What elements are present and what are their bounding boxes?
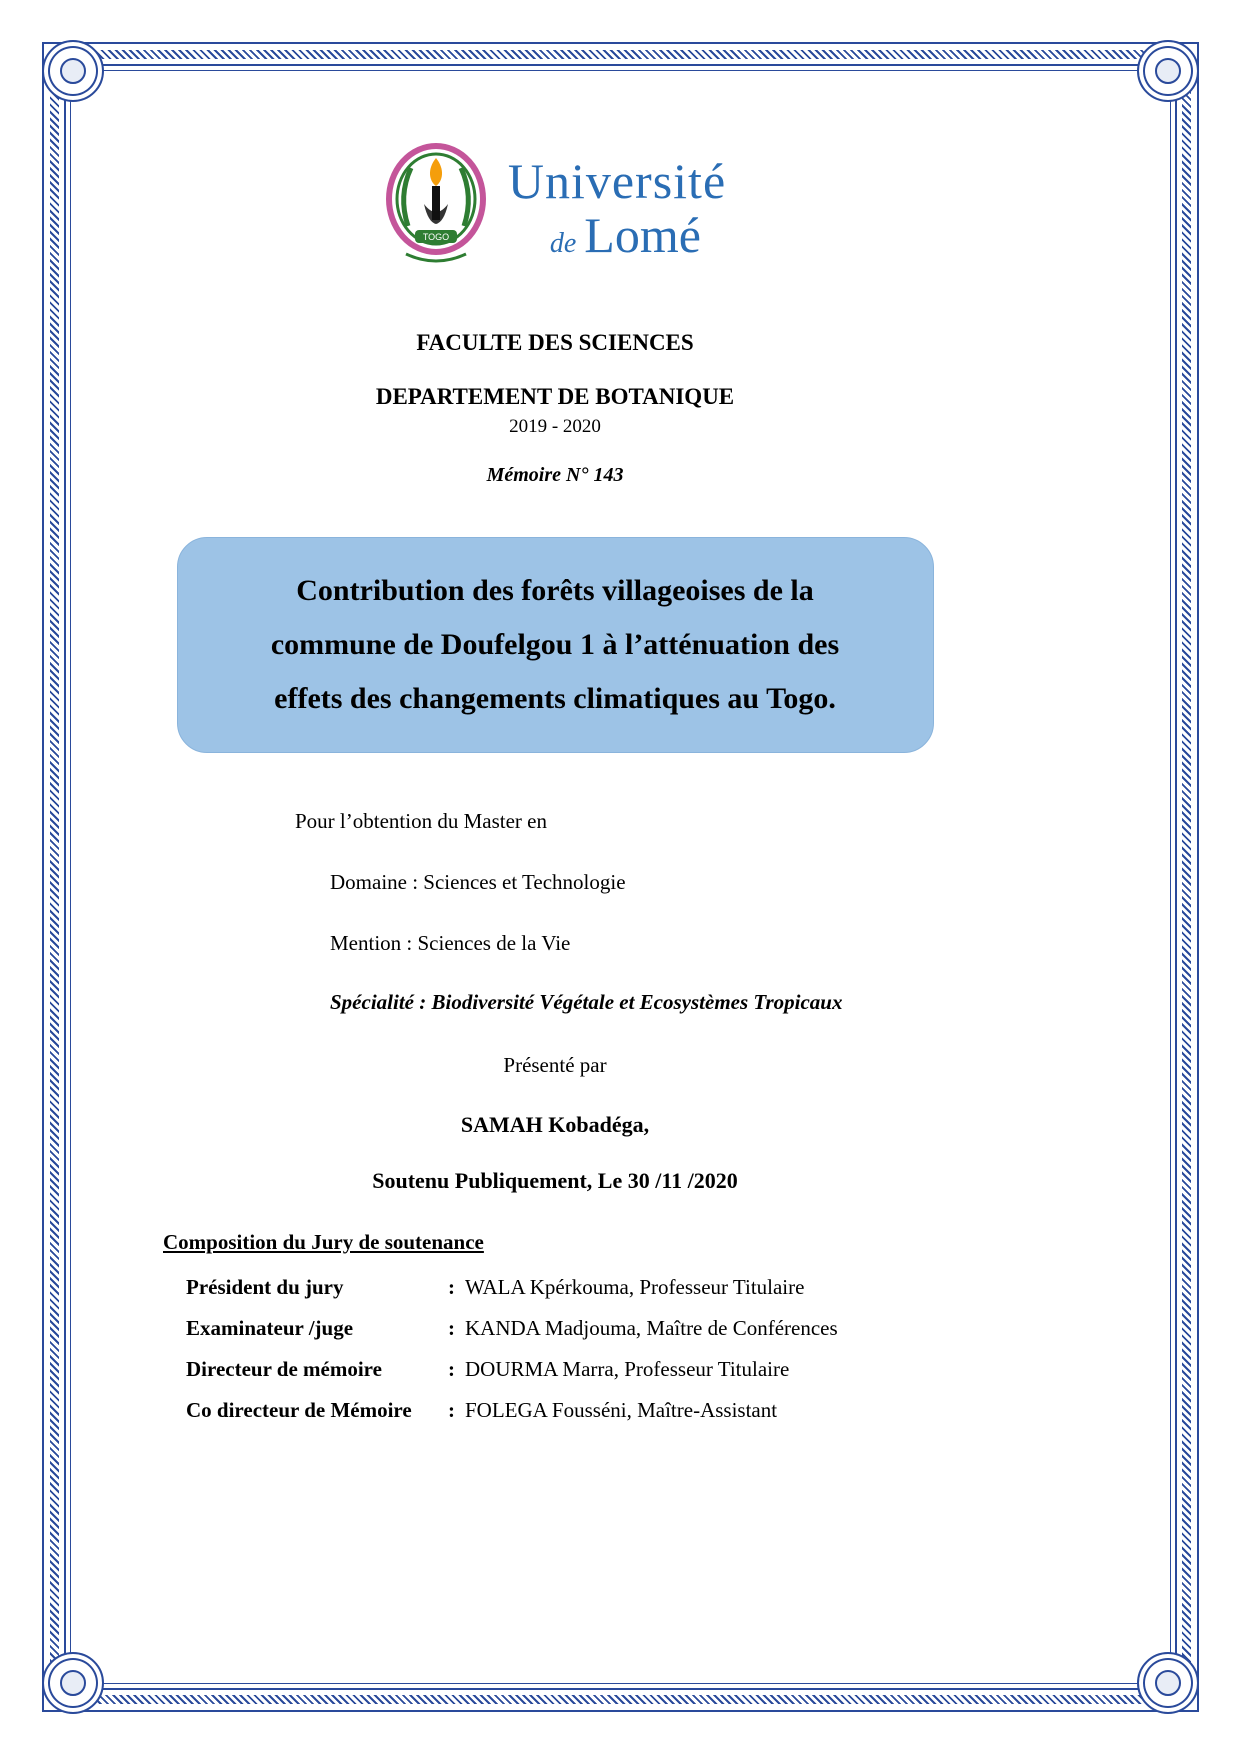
jury-row xyxy=(186,1308,1030,1349)
defense-date: Soutenu Publiquement, Le 30 /11 /2020 xyxy=(372,1168,738,1193)
jury-person: FOLEGA Fousséni, Maître-Assistant xyxy=(465,1398,778,1422)
jury-person: DOURMA Marra, Professeur Titulaire xyxy=(465,1357,790,1381)
jury-colon: : xyxy=(448,1316,455,1340)
thesis-title-line-1: Contribution des forêts villageoises de la xyxy=(296,574,814,607)
togo-banner-label: TOGO xyxy=(422,232,450,242)
motto-ribbon xyxy=(406,254,466,261)
degree-mention: Mention : Sciences de la Vie xyxy=(330,931,571,955)
degree-intro: Pour l’obtention du Master en xyxy=(295,809,547,833)
logo-de-lome-text xyxy=(508,207,726,263)
jury-person: KANDA Madjouma, Maître de Conférences xyxy=(465,1316,838,1340)
jury-colon: : xyxy=(448,1398,455,1422)
university-logo-emblem xyxy=(384,142,488,274)
degree-domaine: Domaine : Sciences et Technologie xyxy=(330,870,626,894)
jury-table xyxy=(186,1267,1030,1431)
cover-content xyxy=(80,80,1030,1431)
logo-de-text: de xyxy=(549,228,577,259)
thesis-title-line-3: effets des changements climatiques au Togo. xyxy=(274,682,836,715)
jury-role: Président du jury xyxy=(186,1275,344,1299)
jury-person: WALA Kpérkouma, Professeur Titulaire xyxy=(465,1275,805,1299)
jury-role: Examinateur /juge xyxy=(186,1316,354,1340)
university-logo-text xyxy=(507,153,727,263)
department-name: DEPARTEMENT DE BOTANIQUE xyxy=(375,384,735,409)
memoir-number: Mémoire N° 143 xyxy=(486,464,624,486)
corner-ornament-bottom-left xyxy=(42,1652,104,1714)
jury-row xyxy=(186,1390,1030,1431)
author-name: SAMAH Kobadéga, xyxy=(460,1112,650,1137)
academic-year: 2019 - 2020 xyxy=(509,416,601,437)
thesis-title-line-2: commune de Doufelgou 1 à l’atténuation des xyxy=(270,628,840,661)
faculty-name: FACULTE DES SCIENCES xyxy=(416,330,694,355)
degree-specialite: Spécialité : Biodiversité Végétale et Ecosystèmes Tropicaux xyxy=(330,990,843,1014)
logo-universite-text: Université xyxy=(507,153,727,209)
thesis-title-box xyxy=(177,537,934,753)
jury-row xyxy=(186,1267,1030,1308)
corner-ornament-top-left xyxy=(42,40,104,102)
jury-heading: Composition du Jury de soutenance xyxy=(163,1230,484,1254)
university-logo xyxy=(80,142,1030,274)
jury-row xyxy=(186,1349,1030,1390)
presented-by-label: Présenté par xyxy=(503,1053,607,1077)
logo-lome-text: Lomé xyxy=(584,207,701,263)
corner-ornament-bottom-right xyxy=(1137,1652,1199,1714)
corner-ornament-top-right xyxy=(1137,40,1199,102)
jury-colon: : xyxy=(448,1357,455,1381)
jury-role: Co directeur de Mémoire xyxy=(186,1398,412,1422)
jury-colon: : xyxy=(448,1275,455,1299)
jury-role: Directeur de mémoire xyxy=(186,1357,382,1381)
